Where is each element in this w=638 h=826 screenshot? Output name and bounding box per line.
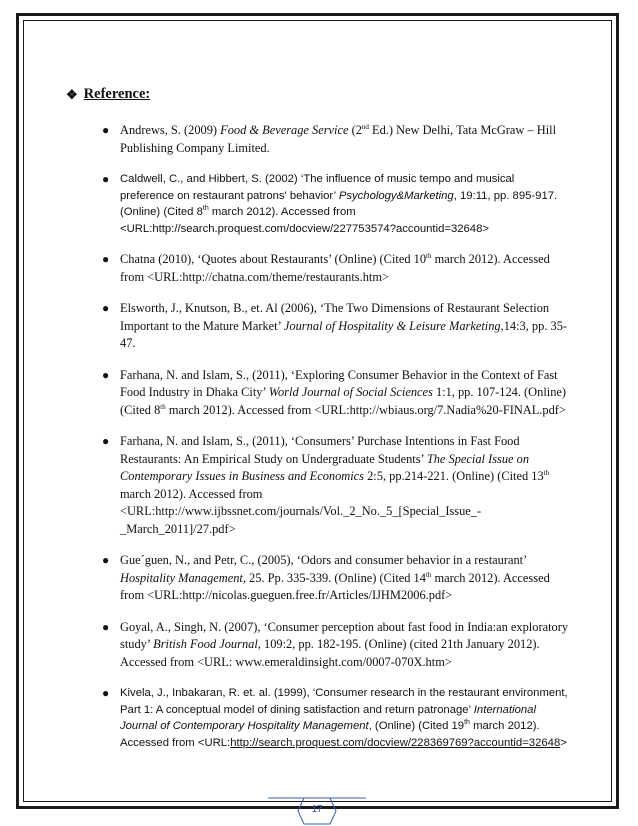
ref-text: , 25. Pp. 335-339. (Online) (Cited 14 [242,570,426,585]
reference-item-elsworth [100,300,570,353]
ref-title: Hospitality Management [120,570,243,585]
bullet-icon: ● [102,686,110,700]
reference-list [100,122,570,751]
page-number-tab [268,796,366,826]
reference-item-farhana-1 [100,367,570,420]
ref-text: Farhana, N. and Islam, S., (2011), ‘Consumers’ Purchase Intentions in Fast Food Restaurants: An Empirical Study on Undergraduate Students’ [120,434,520,466]
ref-sup: th [543,468,550,477]
reference-item-goyal [100,619,570,672]
ref-url-link[interactable]: http://search.proquest.com/docview/228369769?accountid=32648 [230,736,561,749]
ref-sup: th [202,205,209,213]
ref-text: , (Online) (Cited 19 [368,720,465,732]
ref-text: march 2012). Accessed from <URL:http://wbiaus.org/7.Nadia%20-FINAL.pdf> [165,402,566,417]
bullet-icon: ● [102,434,110,448]
ref-title: World Journal of Social Sciences [268,385,433,399]
reference-item-gueguen [100,552,570,605]
bullet-icon: ● [102,619,110,634]
page-number: 17 [311,804,323,815]
ref-text: Andrews, S. (2009) [120,123,221,137]
ref-text: march 2012). Accessed from <URL:http://nicolas.gueguen.free.fr/Articles/IJHM2006.pdf> [120,570,550,602]
ref-title: International Journal of Contemporary Hospitality Management [120,703,536,732]
ref-text: > [560,736,567,749]
ref-title: British Food Journal [153,637,258,651]
ref-title: Food & Beverage Service [220,123,349,137]
ref-text: Elsworth, J., Knutson, B., et. Al (2006), ‘The Two Dimensions of Restaurant Selection Important to the Mature Market’ [120,301,550,333]
ref-text: march 2012). Accessed from <URL:http://www.ijbssnet.com/journals/Vol._2_No._5_[Special_Issue_-_March_2011]/27.pdf> [120,486,482,536]
reference-item-andrews [100,122,570,157]
ref-text: march 2012). Accessed from <URL:http://search.proquest.com/docview/227753574?accountid=32648> [120,206,489,235]
ref-text: , 19:11, pp. 895-917. (Online) (Cited 8 [120,189,558,218]
ref-text: , 109:2, pp. 182-195. (Online) (cited 21th January 2012). Accessed from <URL: www.emeraldinsight.com/0007-070X.htm> [120,637,540,669]
ref-text: 1:1, pp. 107-124. (Online) (Cited 8 [120,385,567,417]
section-heading [66,86,150,103]
ref-title: The Special Issue on Contemporary Issues in Business and Economics [120,451,530,483]
ref-text: Gue´guen, N., and Petr, C., (2005), ‘Odors and consumer behavior in a restaurant’ [120,553,527,567]
bullet-icon: ● [102,123,110,137]
ref-text: 2:5, pp.214-221. (Online) (Cited 13 [364,469,544,483]
bullet-icon: ● [102,252,110,266]
ref-text: (2 [348,123,362,137]
ref-text: Goyal, A., Singh, N. (2007), ‘Consumer perception about fast food in India:an exploratory study’ [120,619,569,651]
ref-text: Farhana, N. and Islam, S., (2011), ‘Exploring Consumer Behavior in the Context of Fast Food Industry in Dhaka City’ [120,367,558,399]
ref-text: march 2012). Accessed from <URL: [120,720,540,749]
ref-sup: th [426,251,432,260]
diamond-bullet-icon: ❖ [66,87,78,102]
ref-text: ,14:3, pp. 35-47. [120,318,568,350]
ref-sup: th [160,402,166,411]
ref-text: march 2012). Accessed from <URL:http://chatna.com/theme/restaurants.htm> [120,252,550,284]
ref-title: Journal of Hospitality & Leisure Marketing [283,318,501,333]
ref-text: Ed.) New Delhi, Tata McGraw – Hill Publishing Company Limited. [120,123,557,155]
ref-sup: th [464,719,470,727]
ref-sup: nd [361,122,369,131]
ref-text: Caldwell, C., and Hibbert, S. (2002) ‘The influence of music tempo and musical preference on restaurant patrons' behavior’ [120,173,515,202]
heading-label: Reference: [83,86,151,102]
reference-item-farhana-2 [100,433,570,538]
reference-item-caldwell [100,171,570,237]
bullet-icon: ● [102,301,110,315]
ref-sup: th [425,570,432,579]
reference-item-chatna [100,251,570,286]
bullet-icon: ● [102,172,110,186]
bullet-icon: ● [102,553,110,567]
ref-text: Kivela, J., Inbakaran, R. et. al. (1999), ‘Consumer research in the restaurant environment, Part 1: A conceptual model of dining satisfaction and return patronage’ [120,687,568,716]
ref-title: Psychology&Marketing [338,189,454,202]
reference-item-kivela [100,685,570,751]
bullet-icon: ● [102,367,110,382]
ref-text: Chatna (2010), ‘Quotes about Restaurants’ (Online) (Cited 10 [120,252,427,266]
